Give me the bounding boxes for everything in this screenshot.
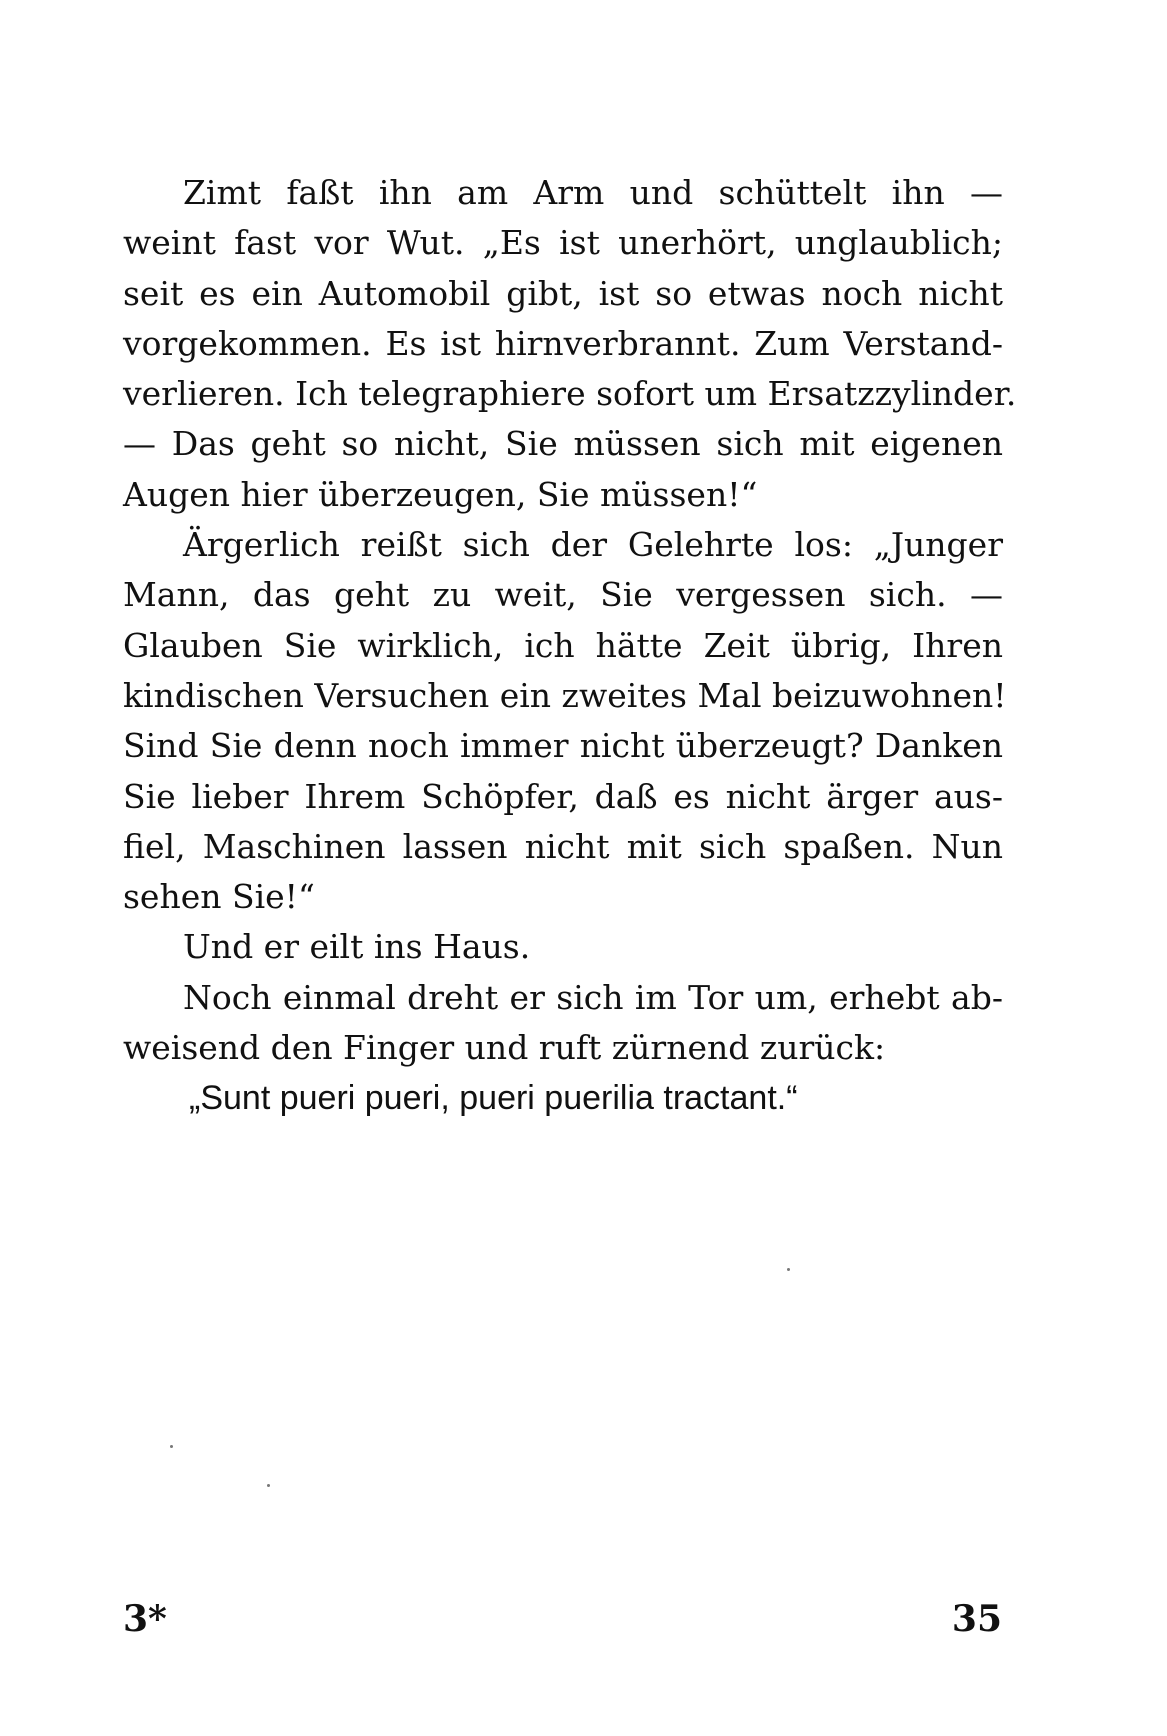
text-line: Zimt faßt ihn am Arm und schüttelt ihn — <box>183 173 1003 212</box>
text-line: Sind Sie denn noch immer nicht überzeugt? Danken <box>123 726 1003 766</box>
text-line: Und er eilt ins Haus. <box>183 927 531 967</box>
signature-mark: 3* <box>123 1598 167 1640</box>
text-line: weint fast vor Wut. „Es ist unerhört, unglaublich; <box>123 223 1003 263</box>
text-line: verlieren. Ich telegraphiere sofort um Ersatzzylinder. <box>123 374 1017 414</box>
text-line: fiel, Maschinen lassen nicht mit sich spaßen. Nun <box>123 826 1003 866</box>
text-line: kindischen Versuchen ein zweites Mal beizuwohnen! <box>123 675 1007 715</box>
text-line: Glauben Sie wirklich, ich hätte Zeit übrig, Ihren <box>123 625 1003 665</box>
text-line: Sie lieber Ihrem Schöpfer, daß es nicht ärger aus- <box>123 776 1003 816</box>
text-line: vorgekommen. Es ist hirnverbrannt. Zum Verstand- <box>123 323 1003 363</box>
body-text <box>123 168 1017 1124</box>
print-speck <box>787 1268 790 1271</box>
text-line: Ärgerlich reißt sich der Gelehrte los: „Junger <box>183 525 1003 565</box>
text-line: — Das geht so nicht, Sie müssen sich mit eigenen <box>123 424 1003 464</box>
text-line: Mann, das geht zu weit, Sie vergessen sich. — <box>123 575 1003 615</box>
page-number: 35 <box>951 1598 1002 1640</box>
text-line: sehen Sie!“ <box>123 877 315 917</box>
print-speck <box>267 1484 270 1487</box>
text-line: seit es ein Automobil gibt, ist so etwas noch nicht <box>123 273 1003 313</box>
latin-quote-line: „Sunt pueri pueri, pueri puerilia tractant.“ <box>189 1079 798 1118</box>
print-speck <box>170 1445 173 1448</box>
text-line: Noch einmal dreht er sich im Tor um, erhebt ab- <box>183 977 1003 1017</box>
text-line: Augen hier überzeugen, Sie müssen!“ <box>123 474 758 514</box>
text-line: weisend den Finger und ruft zürnend zurück: <box>123 1028 886 1068</box>
